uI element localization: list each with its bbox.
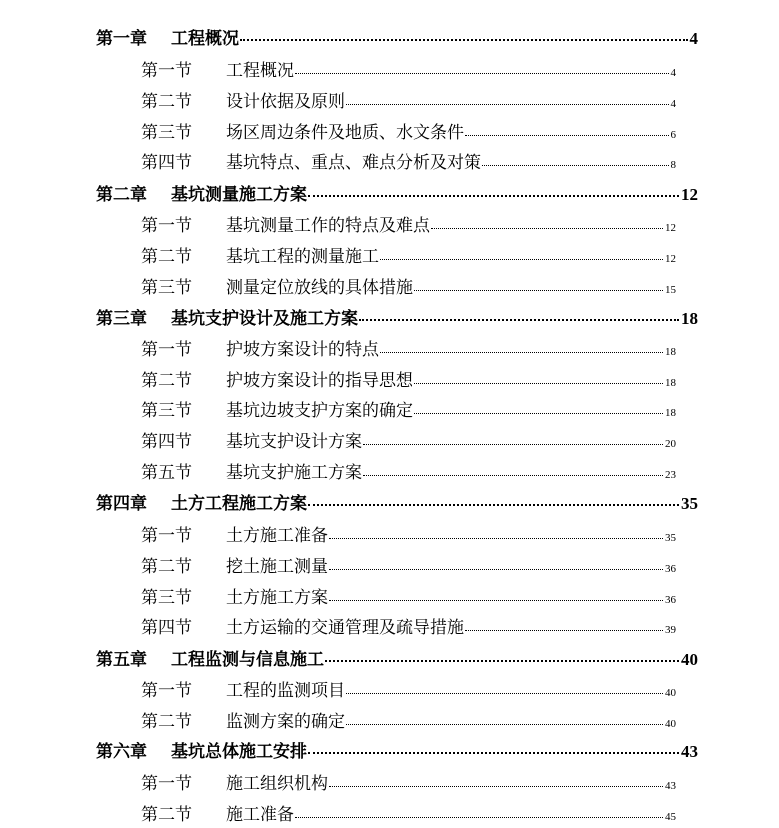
dot-leader <box>465 135 669 136</box>
section-title: 护坡方案设计的指导思想 <box>226 371 413 391</box>
chapter-page-number: 43 <box>681 742 698 761</box>
toc-chapter-4[interactable] <box>96 489 698 514</box>
toc-section-3-3[interactable] <box>141 396 676 421</box>
dot-leader <box>431 228 663 229</box>
section-page-number: 15 <box>665 284 676 296</box>
section-title: 基坑支护施工方案 <box>226 463 362 483</box>
toc-section-3-4[interactable] <box>141 427 676 452</box>
dot-leader <box>482 165 669 166</box>
section-title: 施工准备 <box>226 805 294 825</box>
section-number: 第一节 <box>141 774 192 794</box>
section-number: 第一节 <box>141 681 192 701</box>
chapter-title: 工程监测与信息施工 <box>171 650 324 670</box>
section-title: 工程概况 <box>226 61 294 81</box>
section-page-number: 40 <box>665 687 676 699</box>
section-page-number: 45 <box>665 811 676 823</box>
toc-section-1-1[interactable] <box>141 56 676 81</box>
dot-leader <box>346 693 663 694</box>
dot-leader <box>308 504 679 506</box>
chapter-title: 基坑支护设计及施工方案 <box>171 309 358 329</box>
dot-leader <box>240 39 688 41</box>
toc-chapter-1[interactable] <box>96 24 698 49</box>
dot-leader <box>363 475 663 476</box>
section-number: 第一节 <box>141 340 192 360</box>
section-title: 基坑支护设计方案 <box>226 432 362 452</box>
section-number: 第四节 <box>141 432 192 452</box>
section-title: 测量定位放线的具体措施 <box>226 278 413 298</box>
section-title: 基坑特点、重点、难点分析及对策 <box>226 153 481 173</box>
section-number: 第五节 <box>141 463 192 483</box>
section-page-number: 23 <box>665 469 676 481</box>
dot-leader <box>380 259 663 260</box>
section-number: 第三节 <box>141 278 192 298</box>
toc-chapter-3[interactable] <box>96 304 698 329</box>
toc-section-4-2[interactable] <box>141 552 676 577</box>
dot-leader <box>346 724 663 725</box>
section-page-number: 43 <box>665 780 676 792</box>
section-title: 护坡方案设计的特点 <box>226 340 379 360</box>
section-number: 第二节 <box>141 805 192 825</box>
section-title: 基坑工程的测量施工 <box>226 247 379 267</box>
section-number: 第三节 <box>141 588 192 608</box>
chapter-number: 第四章 <box>96 494 147 514</box>
chapter-number: 第一章 <box>96 29 147 49</box>
dot-leader <box>308 752 679 754</box>
toc-section-6-2[interactable] <box>141 800 676 825</box>
chapter-title: 基坑测量施工方案 <box>171 185 307 205</box>
section-title: 土方运输的交通管理及疏导措施 <box>226 618 464 638</box>
toc-section-2-3[interactable] <box>141 273 676 298</box>
section-page-number: 35 <box>665 532 676 544</box>
section-page-number: 36 <box>665 563 676 575</box>
toc-section-5-1[interactable] <box>141 676 676 701</box>
dot-leader <box>465 630 663 631</box>
chapter-number: 第三章 <box>96 309 147 329</box>
toc-section-4-4[interactable] <box>141 613 676 638</box>
section-number: 第四节 <box>141 153 192 173</box>
chapter-page-number: 18 <box>681 309 698 328</box>
section-page-number: 6 <box>670 129 676 141</box>
section-title: 土方施工方案 <box>226 588 328 608</box>
dot-leader <box>414 383 663 384</box>
chapter-page-number: 4 <box>689 29 698 48</box>
section-number: 第二节 <box>141 247 192 267</box>
section-title: 工程的监测项目 <box>226 681 345 701</box>
toc-section-3-2[interactable] <box>141 366 676 391</box>
toc-chapter-6[interactable] <box>96 737 698 762</box>
toc-chapter-2[interactable] <box>96 180 698 205</box>
toc-section-2-1[interactable] <box>141 211 676 236</box>
section-number: 第二节 <box>141 371 192 391</box>
toc-section-3-1[interactable] <box>141 335 676 360</box>
section-page-number: 18 <box>665 377 676 389</box>
section-page-number: 18 <box>665 407 676 419</box>
section-number: 第一节 <box>141 526 192 546</box>
chapter-number: 第五章 <box>96 650 147 670</box>
toc-section-1-3[interactable] <box>141 118 676 143</box>
section-page-number: 4 <box>670 98 676 110</box>
section-number: 第三节 <box>141 401 192 421</box>
chapter-page-number: 12 <box>681 185 698 204</box>
section-page-number: 4 <box>670 67 676 79</box>
toc-section-4-3[interactable] <box>141 583 676 608</box>
section-number: 第二节 <box>141 92 192 112</box>
section-number: 第一节 <box>141 61 192 81</box>
toc-chapter-5[interactable] <box>96 645 698 670</box>
section-title: 设计依据及原则 <box>226 92 345 112</box>
dot-leader <box>329 538 663 539</box>
section-number: 第三节 <box>141 123 192 143</box>
chapter-number: 第二章 <box>96 185 147 205</box>
dot-leader <box>329 786 663 787</box>
section-page-number: 40 <box>665 718 676 730</box>
section-page-number: 20 <box>665 438 676 450</box>
section-title: 基坑测量工作的特点及难点 <box>226 216 430 236</box>
chapter-title: 工程概况 <box>171 29 239 49</box>
dot-leader <box>295 73 669 74</box>
section-page-number: 18 <box>665 346 676 358</box>
dot-leader <box>346 104 669 105</box>
dot-leader <box>414 413 663 414</box>
chapter-number: 第六章 <box>96 742 147 762</box>
dot-leader <box>380 352 663 353</box>
toc-section-5-2[interactable] <box>141 707 676 732</box>
toc-section-6-1[interactable] <box>141 769 676 794</box>
section-number: 第二节 <box>141 557 192 577</box>
toc-section-3-5[interactable] <box>141 458 676 483</box>
section-number: 第二节 <box>141 712 192 732</box>
section-page-number: 8 <box>670 159 676 171</box>
section-page-number: 12 <box>665 253 676 265</box>
chapter-page-number: 40 <box>681 650 698 669</box>
dot-leader <box>308 195 679 197</box>
dot-leader <box>295 817 663 818</box>
toc-section-4-1[interactable] <box>141 521 676 546</box>
section-title: 挖土施工测量 <box>226 557 328 577</box>
chapter-title: 土方工程施工方案 <box>171 494 307 514</box>
toc-section-2-2[interactable] <box>141 242 676 267</box>
section-page-number: 12 <box>665 222 676 234</box>
section-number: 第一节 <box>141 216 192 236</box>
toc-section-1-2[interactable] <box>141 87 676 112</box>
section-number: 第四节 <box>141 618 192 638</box>
section-page-number: 36 <box>665 594 676 606</box>
chapter-title: 基坑总体施工安排 <box>171 742 307 762</box>
dot-leader <box>359 319 679 321</box>
section-page-number: 39 <box>665 624 676 636</box>
section-title: 基坑边坡支护方案的确定 <box>226 401 413 421</box>
section-title: 施工组织机构 <box>226 774 328 794</box>
section-title: 土方施工准备 <box>226 526 328 546</box>
toc-section-1-4[interactable] <box>141 148 676 173</box>
dot-leader <box>325 660 679 662</box>
dot-leader <box>363 444 663 445</box>
section-title: 监测方案的确定 <box>226 712 345 732</box>
dot-leader <box>329 600 663 601</box>
dot-leader <box>329 569 663 570</box>
section-title: 场区周边条件及地质、水文条件 <box>226 123 464 143</box>
dot-leader <box>414 290 663 291</box>
chapter-page-number: 35 <box>681 494 698 513</box>
